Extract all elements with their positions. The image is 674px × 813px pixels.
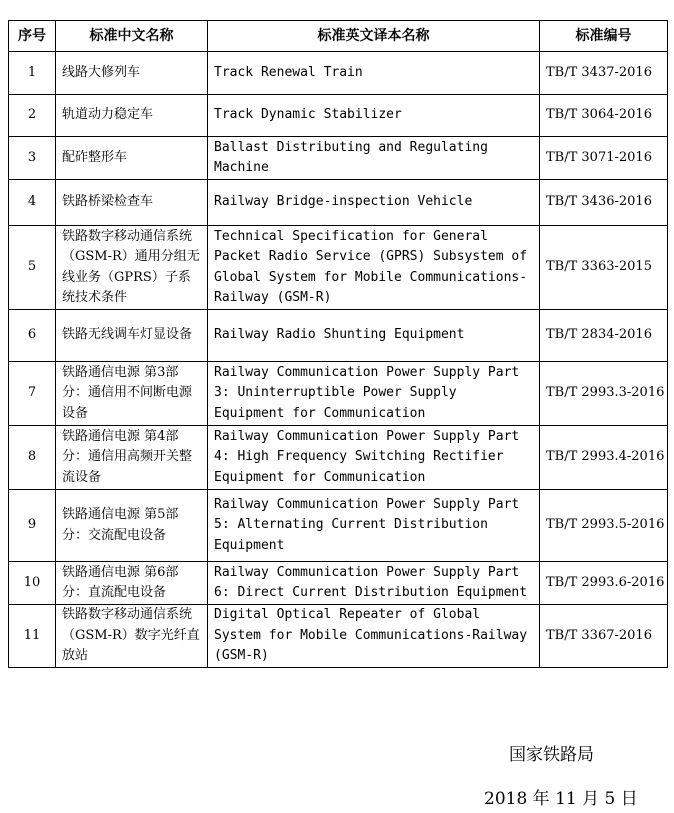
row-english-name: Railway Communication Power Supply Part 5: Alternating Current Distribution Equipment: [208, 490, 540, 562]
table-row: [9, 605, 668, 668]
row-number: 6: [9, 310, 56, 362]
table-row: [9, 426, 668, 490]
row-standard-code: TB/T 3363-2015: [540, 226, 668, 310]
row-english-name: Ballast Distributing and Regulating Machine: [208, 137, 540, 180]
row-number: 2: [9, 95, 56, 137]
row-standard-code: TB/T 3436-2016: [540, 180, 668, 226]
row-standard-code: TB/T 2834-2016: [540, 310, 668, 362]
row-chinese-name: 铁路通信电源 第3部分：通信用不间断电源设备: [56, 362, 208, 426]
issuing-authority: 国家铁路局: [509, 745, 594, 765]
row-chinese-name: 配砟整形车: [56, 137, 208, 180]
row-chinese-name: 铁路通信电源 第6部分：直流配电设备: [56, 562, 208, 605]
row-standard-code: TB/T 3064-2016: [540, 95, 668, 137]
row-standard-code: TB/T 2993.3-2016: [540, 362, 668, 426]
row-number: 3: [9, 137, 56, 180]
row-number: 8: [9, 426, 56, 490]
table-row: [9, 490, 668, 562]
row-english-name: Railway Communication Power Supply Part 6: Direct Current Distribution Equipment: [208, 562, 540, 605]
row-english-name: Railway Communication Power Supply Part 4: High Frequency Switching Rectifier Equipment for Communication: [208, 426, 540, 490]
row-chinese-name: 铁路数字移动通信系统（GSM-R）数字光纤直放站: [56, 605, 208, 668]
row-chinese-name: 铁路通信电源 第4部分：通信用高频开关整流设备: [56, 426, 208, 490]
row-english-name: Track Renewal Train: [208, 52, 540, 95]
standards-table: [8, 20, 668, 668]
table-row: [9, 362, 668, 426]
table-row: [9, 562, 668, 605]
row-english-name: Technical Specification for General Packet Radio Service (GPRS) Subsystem of Global System for Mobile Communications-Railway (GSM-R): [208, 226, 540, 310]
row-chinese-name: 铁路无线调车灯显设备: [56, 310, 208, 362]
table-row: [9, 226, 668, 310]
row-number: 7: [9, 362, 56, 426]
row-standard-code: TB/T 3367-2016: [540, 605, 668, 668]
row-english-name: Track Dynamic Stabilizer: [208, 95, 540, 137]
row-chinese-name: 线路大修列车: [56, 52, 208, 95]
header-chinese-name: 标准中文名称: [56, 21, 208, 52]
row-chinese-name: 铁路数字移动通信系统（GSM-R）通用分组无线业务（GPRS）子系统技术条件: [56, 226, 208, 310]
row-number: 9: [9, 490, 56, 562]
row-number: 11: [9, 605, 56, 668]
issue-date: 2018 年 11 月 5 日: [484, 789, 638, 809]
row-standard-code: TB/T 2993.4-2016: [540, 426, 668, 490]
table-row: [9, 52, 668, 95]
table-row: [9, 137, 668, 180]
row-standard-code: TB/T 3437-2016: [540, 52, 668, 95]
row-standard-code: TB/T 2993.6-2016: [540, 562, 668, 605]
row-standard-code: TB/T 2993.5-2016: [540, 490, 668, 562]
header-standard-code: 标准编号: [540, 21, 668, 52]
row-number: 10: [9, 562, 56, 605]
row-number: 5: [9, 226, 56, 310]
row-number: 4: [9, 180, 56, 226]
table-row: [9, 180, 668, 226]
row-english-name: Railway Radio Shunting Equipment: [208, 310, 540, 362]
row-number: 1: [9, 52, 56, 95]
table-row: [9, 95, 668, 137]
row-english-name: Railway Bridge-inspection Vehicle: [208, 180, 540, 226]
row-chinese-name: 铁路桥梁检查车: [56, 180, 208, 226]
header-serial-number: 序号: [9, 21, 56, 52]
header-english-name: 标准英文译本名称: [208, 21, 540, 52]
row-chinese-name: 铁路通信电源 第5部分：交流配电设备: [56, 490, 208, 562]
row-english-name: Digital Optical Repeater of Global System for Mobile Communications-Railway (GSM-R): [208, 605, 540, 668]
table-row: [9, 310, 668, 362]
table-header-row: [9, 21, 668, 52]
row-english-name: Railway Communication Power Supply Part 3: Uninterruptible Power Supply Equipment for Communication: [208, 362, 540, 426]
row-chinese-name: 轨道动力稳定车: [56, 95, 208, 137]
row-standard-code: TB/T 3071-2016: [540, 137, 668, 180]
